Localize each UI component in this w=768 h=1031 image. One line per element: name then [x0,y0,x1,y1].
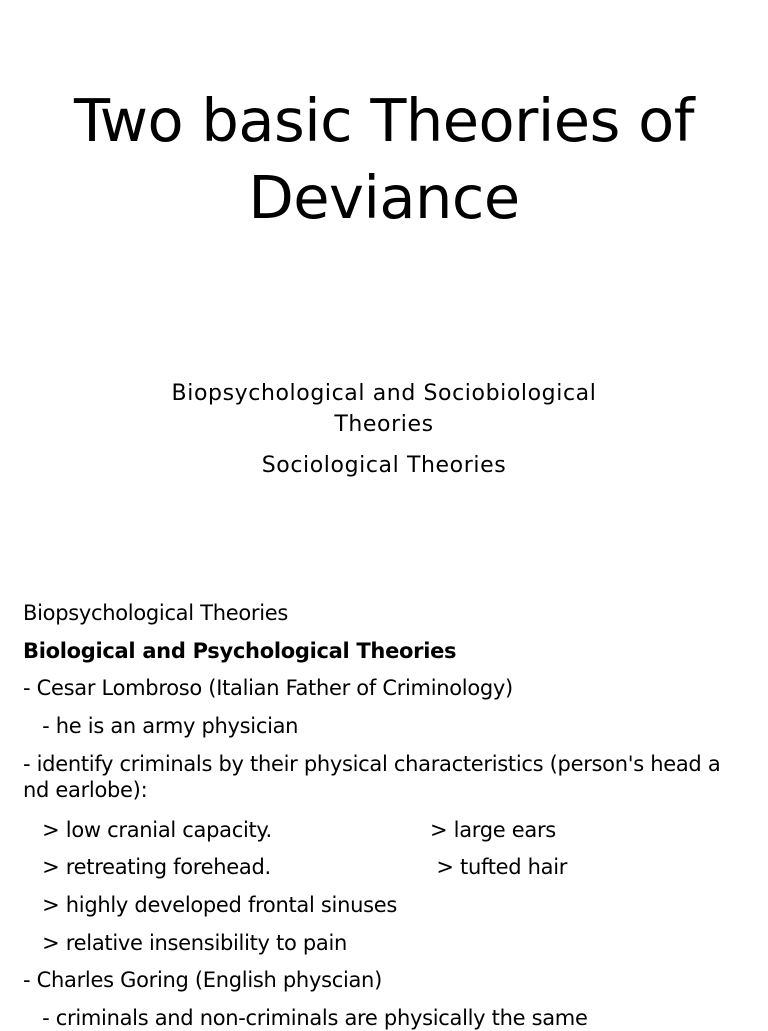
list-item-identify: - identify criminals by their physical characteristics (person's head a nd earlobe): [23,752,721,802]
list-item-cranial: > low cranial capacity. [23,818,272,842]
list-item-goring: - Charles Goring (English physcian) [23,968,382,992]
content-slide [0,596,768,1030]
section-subheading: Biological and Psychological Theories [23,639,457,663]
subtitle-sociological: Sociological Theories [261,453,507,478]
list-item-physician: - he is an army physician [23,714,299,738]
list-item-ears: > large ears [430,818,556,842]
section-heading: Biopsychological Theories [23,601,288,625]
subtitle-biopsychological: Biopsychological and Sociobiological Theories [171,381,597,437]
list-item-pain: > relative insensibility to pain [23,931,348,955]
list-item-sinuses: > highly developed frontal sinuses [23,893,397,917]
list-item-lombroso: - Cesar Lombroso (Italian Father of Criminology) [23,676,513,700]
list-item-forehead: > retreating forehead. [23,855,271,879]
list-item-hair: > tufted hair [430,855,568,879]
slide-title: Two basic Theories of Deviance [74,86,694,232]
subtitle-block [0,378,768,491]
list-item-same: - criminals and non-criminals are physically the same [23,1006,588,1030]
